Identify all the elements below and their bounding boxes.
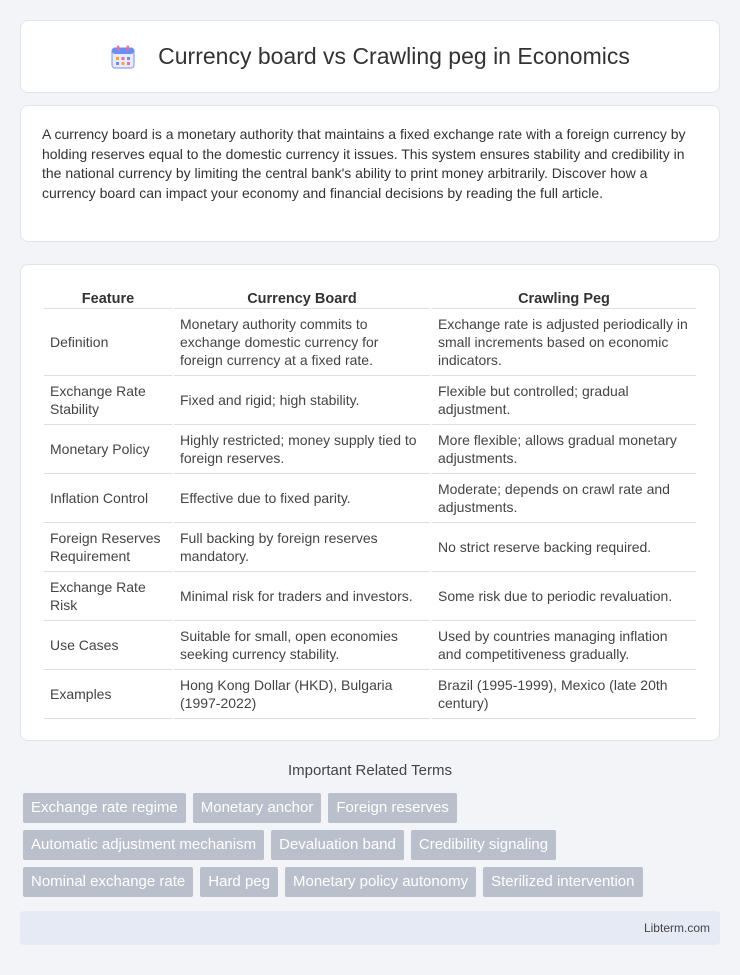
related-term-tag[interactable]: Foreign reserves [328, 793, 457, 823]
currency-board-cell: Effective due to fixed parity. [174, 474, 430, 523]
related-term-tag[interactable]: Automatic adjustment mechanism [23, 830, 264, 860]
intro-text: A currency board is a monetary authority that maintains a fixed exchange rate with a foreign currency by holding reserves equal to the domestic currency it issues. This system ensures stability and credibility in the national currency by limiting the central bank's ability to print money arbitrarily. Discover how a currency board can impact your economy and financial decisions by reading the full article. [42, 126, 686, 201]
currency-board-cell: Fixed and rigid; high stability. [174, 376, 430, 425]
feature-cell: Exchange Rate Stability [44, 376, 172, 425]
tag-row [23, 830, 723, 860]
table-row [44, 523, 696, 572]
feature-cell: Foreign Reserves Requirement [44, 523, 172, 572]
related-term-tag[interactable]: Sterilized intervention [483, 867, 642, 897]
column-header-crawling-peg: Crawling Peg [432, 285, 696, 309]
crawling-peg-cell: Moderate; depends on crawl rate and adjustments. [432, 474, 696, 523]
intro-card [20, 105, 720, 242]
table-header-row [44, 285, 696, 309]
crawling-peg-cell: No strict reserve backing required. [432, 523, 696, 572]
crawling-peg-cell: Some risk due to periodic revaluation. [432, 572, 696, 621]
related-term-tag[interactable]: Exchange rate regime [23, 793, 186, 823]
page-title: Currency board vs Crawling peg in Economics [158, 43, 630, 69]
crawling-peg-cell: More flexible; allows gradual monetary adjustments. [432, 425, 696, 474]
tag-row [23, 867, 723, 897]
crawling-peg-cell: Exchange rate is adjusted periodically in small increments based on economic indicators. [432, 309, 696, 376]
related-terms-list [23, 793, 723, 904]
calendar-icon [110, 44, 136, 70]
related-terms-title: Important Related Terms [288, 762, 452, 779]
currency-board-cell: Minimal risk for traders and investors. [174, 572, 430, 621]
crawling-peg-cell: Brazil (1995-1999), Mexico (late 20th century) [432, 670, 696, 719]
comparison-table [42, 285, 698, 719]
footer-site-link[interactable]: Libterm.com [643, 921, 710, 935]
related-term-tag[interactable]: Monetary anchor [193, 793, 322, 823]
feature-cell: Use Cases [44, 621, 172, 670]
table-row [44, 309, 696, 376]
feature-cell: Examples [44, 670, 172, 719]
related-term-tag[interactable]: Hard peg [200, 867, 278, 897]
footer [20, 911, 720, 945]
column-header-feature: Feature [44, 285, 172, 309]
related-term-tag[interactable]: Nominal exchange rate [23, 867, 193, 897]
column-header-currency-board: Currency Board [174, 285, 430, 309]
table-row [44, 670, 696, 719]
crawling-peg-cell: Flexible but controlled; gradual adjustment. [432, 376, 696, 425]
related-term-tag[interactable]: Monetary policy autonomy [285, 867, 476, 897]
crawling-peg-cell: Used by countries managing inflation and competitiveness gradually. [432, 621, 696, 670]
table-row [44, 621, 696, 670]
feature-cell: Definition [44, 309, 172, 376]
table-row [44, 376, 696, 425]
tag-row [23, 793, 723, 823]
header-card [20, 20, 720, 93]
table-row [44, 572, 696, 621]
table-row [44, 425, 696, 474]
related-term-tag[interactable]: Credibility signaling [411, 830, 556, 860]
related-term-tag[interactable]: Devaluation band [271, 830, 404, 860]
comparison-table-card [20, 264, 720, 741]
currency-board-cell: Highly restricted; money supply tied to foreign reserves. [174, 425, 430, 474]
currency-board-cell: Hong Kong Dollar (HKD), Bulgaria (1997-2022) [174, 670, 430, 719]
currency-board-cell: Full backing by foreign reserves mandatory. [174, 523, 430, 572]
table-row [44, 474, 696, 523]
feature-cell: Monetary Policy [44, 425, 172, 474]
currency-board-cell: Suitable for small, open economies seeking currency stability. [174, 621, 430, 670]
currency-board-cell: Monetary authority commits to exchange domestic currency for foreign currency at a fixed rate. [174, 309, 430, 376]
feature-cell: Inflation Control [44, 474, 172, 523]
feature-cell: Exchange Rate Risk [44, 572, 172, 621]
